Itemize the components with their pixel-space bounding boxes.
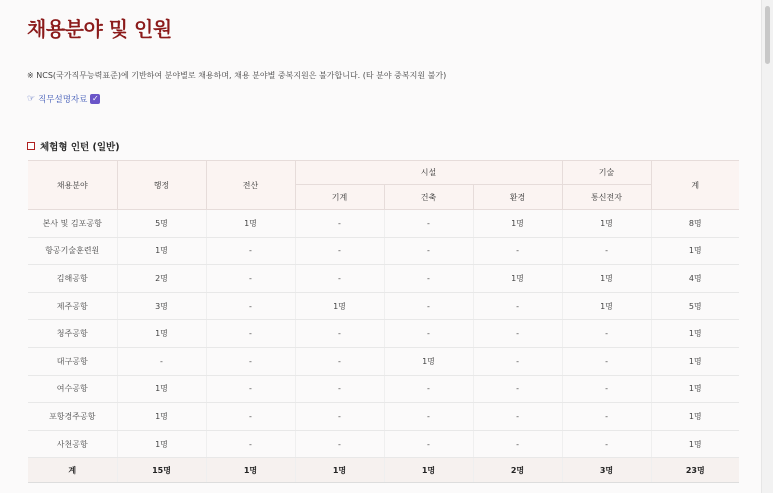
table-cell: 1명 <box>651 320 739 348</box>
table-cell: 5명 <box>651 292 739 320</box>
table-cell: - <box>384 430 473 458</box>
table-cell: - <box>473 320 562 348</box>
table-row <box>28 375 739 403</box>
table-cell: - <box>384 237 473 265</box>
total-label-cell: 계 <box>28 458 117 483</box>
table-cell: 1명 <box>473 265 562 293</box>
table-cell: 1명 <box>651 237 739 265</box>
header-telecom: 통신전자 <box>562 185 651 210</box>
job-description-link[interactable] <box>27 93 100 105</box>
section-heading <box>27 139 120 153</box>
table-cell: - <box>562 237 651 265</box>
table-cell: - <box>206 237 295 265</box>
header-environment: 환경 <box>473 185 562 210</box>
total-row <box>28 458 739 483</box>
total-cell: 1명 <box>295 458 384 483</box>
header-admin: 행정 <box>117 161 206 210</box>
table-cell: - <box>206 292 295 320</box>
total-cell: 1명 <box>206 458 295 483</box>
page-title: 채용분야 및 인원 <box>27 17 172 41</box>
table-cell: - <box>384 403 473 431</box>
header-facility: 시설 <box>295 161 562 185</box>
table-cell: 8명 <box>651 210 739 238</box>
scroll-thumb[interactable] <box>765 6 770 64</box>
table-cell: - <box>206 320 295 348</box>
table-cell: 1명 <box>117 320 206 348</box>
table-cell: 5명 <box>117 210 206 238</box>
square-bullet-icon <box>27 142 35 150</box>
table-cell: - <box>206 375 295 403</box>
table-cell: 1명 <box>473 210 562 238</box>
table-cell: - <box>295 403 384 431</box>
table-cell: - <box>473 237 562 265</box>
table-cell: 1명 <box>651 430 739 458</box>
table-cell: - <box>562 375 651 403</box>
table-cell: - <box>206 347 295 375</box>
checkbox-icon: ✓ <box>92 94 99 103</box>
table-row <box>28 237 739 265</box>
total-cell: 3명 <box>562 458 651 483</box>
row-label-cell: 사천공항 <box>28 430 117 458</box>
header-mechanical: 기계 <box>295 185 384 210</box>
table-cell: - <box>117 347 206 375</box>
notice-text: ※ NCS(국가직무능력표준)에 기반하여 분야별로 채용하며, 채용 분야별 중복지원은 불가합니다. (타 분야 중복지원 불가) <box>27 71 447 80</box>
job-description-label: 직무설명자료 <box>38 95 88 105</box>
row-label-cell: 여수공항 <box>28 375 117 403</box>
row-label-cell: 청주공항 <box>28 320 117 348</box>
section-heading-text: 체험형 인턴 (일반) <box>40 142 120 153</box>
table-cell: - <box>562 347 651 375</box>
row-label-cell: 포항경주공항 <box>28 403 117 431</box>
row-label-cell: 항공기술훈련원 <box>28 237 117 265</box>
hand-pointing-icon: ☞ <box>27 94 36 104</box>
table-cell: - <box>295 210 384 238</box>
table-cell: - <box>295 347 384 375</box>
row-label-cell: 대구공항 <box>28 347 117 375</box>
table-row <box>28 347 739 375</box>
table-cell: - <box>206 430 295 458</box>
table-header-row <box>28 161 739 185</box>
table-row <box>28 292 739 320</box>
table-cell: 1명 <box>117 237 206 265</box>
header-tech: 기술 <box>562 161 651 185</box>
row-label-cell: 제주공항 <box>28 292 117 320</box>
table-row <box>28 320 739 348</box>
table-cell: - <box>295 320 384 348</box>
table-cell: 1명 <box>384 347 473 375</box>
table-cell: - <box>295 265 384 293</box>
header-total: 계 <box>651 161 739 210</box>
table-cell: 2명 <box>117 265 206 293</box>
total-cell: 2명 <box>473 458 562 483</box>
row-label-cell: 본사 및 김포공항 <box>28 210 117 238</box>
table-cell: - <box>473 292 562 320</box>
table-cell: 1명 <box>206 210 295 238</box>
table-cell: - <box>384 265 473 293</box>
table-cell: 1명 <box>295 292 384 320</box>
table-cell: 1명 <box>117 430 206 458</box>
table-row <box>28 265 739 293</box>
table-cell: 3명 <box>117 292 206 320</box>
table-cell: - <box>384 375 473 403</box>
vertical-scrollbar[interactable] <box>761 0 773 493</box>
table-cell: - <box>384 320 473 348</box>
table-cell: 4명 <box>651 265 739 293</box>
table-cell: 1명 <box>117 375 206 403</box>
table-cell: 1명 <box>651 347 739 375</box>
table-cell: 1명 <box>562 292 651 320</box>
table-cell: - <box>206 265 295 293</box>
table-cell: - <box>206 403 295 431</box>
table-cell: - <box>473 403 562 431</box>
table-row <box>28 430 739 458</box>
table-cell: - <box>473 375 562 403</box>
table-cell: - <box>562 403 651 431</box>
total-cell: 15명 <box>117 458 206 483</box>
table-cell: 1명 <box>562 210 651 238</box>
table-cell: - <box>562 320 651 348</box>
table-cell: - <box>473 347 562 375</box>
total-cell: 23명 <box>651 458 739 483</box>
table-cell: - <box>295 237 384 265</box>
table-cell: 1명 <box>651 403 739 431</box>
table-cell: 1명 <box>562 265 651 293</box>
header-computing: 전산 <box>206 161 295 210</box>
table-cell: - <box>384 292 473 320</box>
table-row <box>28 403 739 431</box>
table-cell: - <box>473 430 562 458</box>
header-building: 건축 <box>384 185 473 210</box>
total-cell: 1명 <box>384 458 473 483</box>
table-cell: - <box>295 375 384 403</box>
table-cell: - <box>295 430 384 458</box>
table-cell: 1명 <box>117 403 206 431</box>
table-cell: - <box>562 430 651 458</box>
table-cell: 1명 <box>651 375 739 403</box>
table-row <box>28 210 739 238</box>
recruitment-table <box>28 160 739 483</box>
header-field: 채용분야 <box>28 161 117 210</box>
row-label-cell: 김해공항 <box>28 265 117 293</box>
table-cell: - <box>384 210 473 238</box>
